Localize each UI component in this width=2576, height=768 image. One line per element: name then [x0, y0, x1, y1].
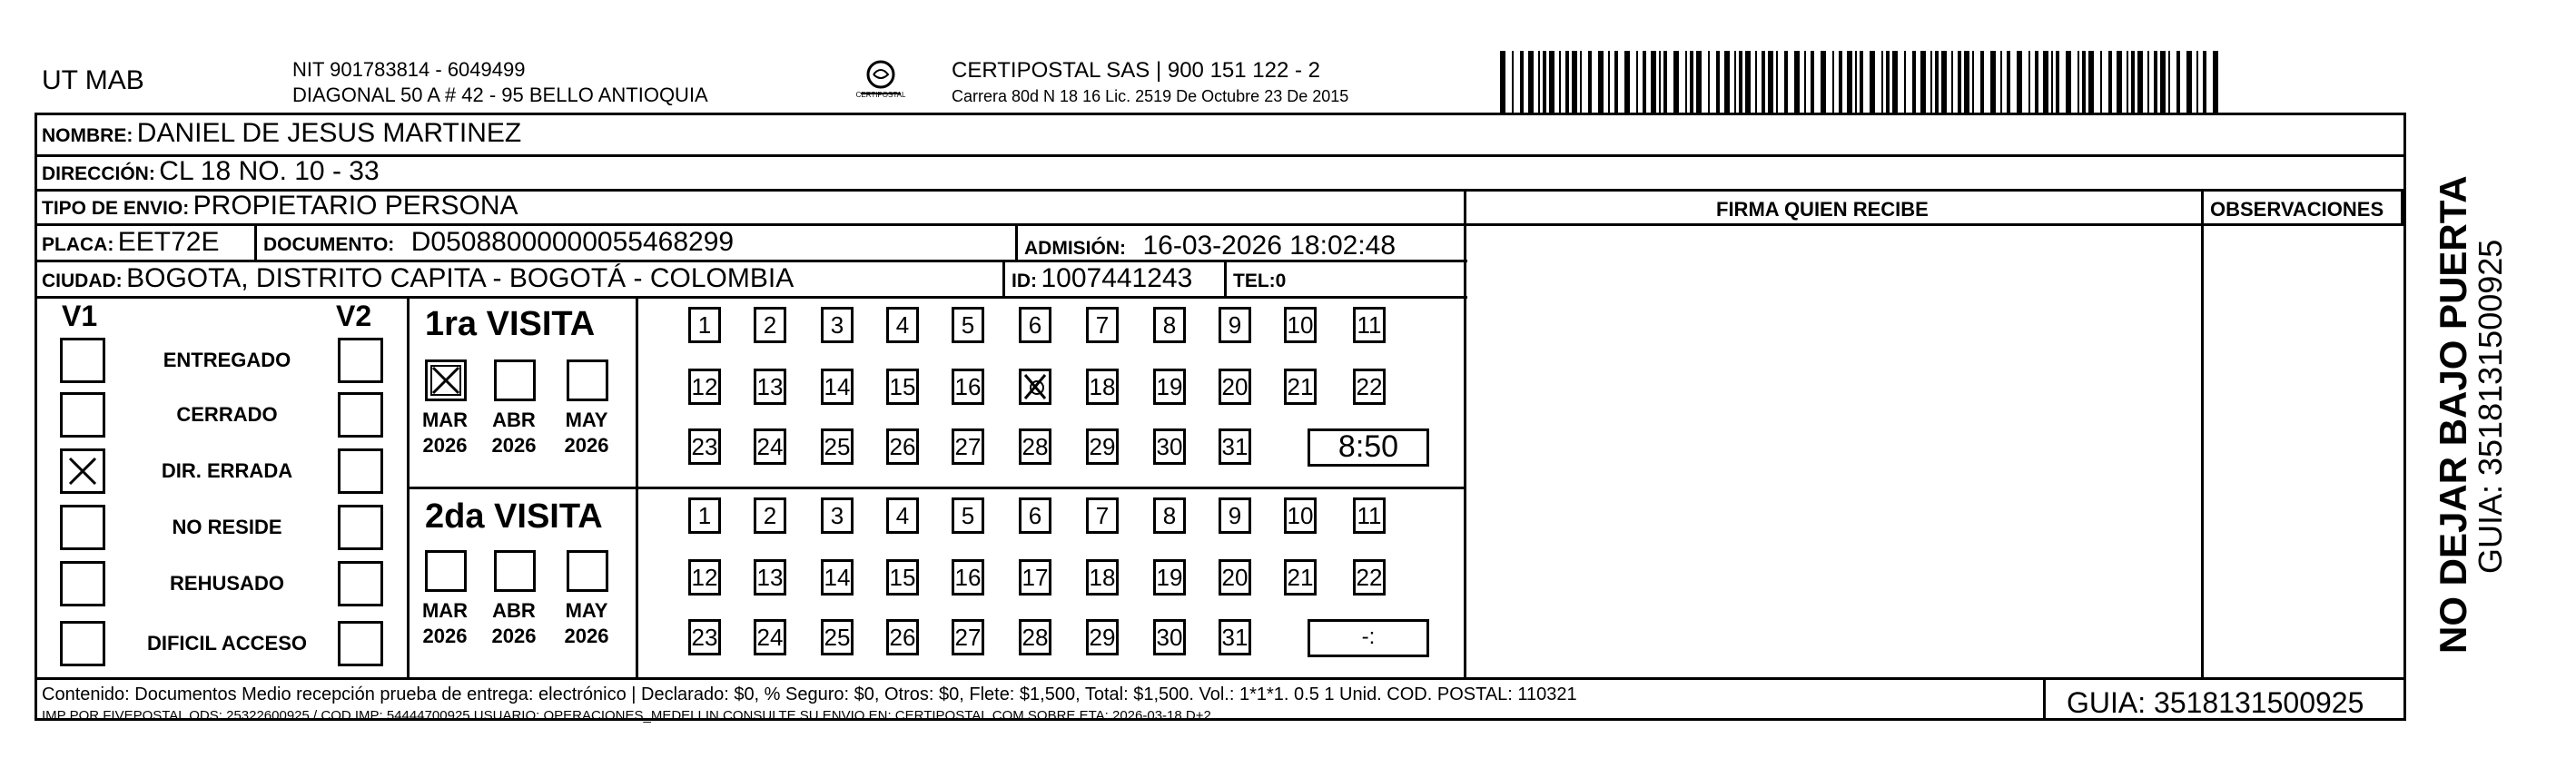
status-label: NO RESIDE: [172, 516, 282, 538]
check-mark-icon: [63, 451, 103, 491]
tel-row: [1233, 271, 1286, 292]
month-label: MAY: [565, 599, 608, 622]
tel-value: 0: [1275, 271, 1287, 291]
day-box[interactable]: 11: [1353, 307, 1386, 343]
day-box[interactable]: 18: [1086, 559, 1119, 596]
v1-checkbox[interactable]: [60, 505, 105, 550]
placa-row: [42, 227, 220, 258]
v1-checkbox[interactable]: [60, 561, 105, 606]
day-box[interactable]: 31: [1219, 428, 1251, 465]
v1-checkbox[interactable]: [60, 338, 105, 383]
day-box[interactable]: 16: [952, 369, 984, 405]
tipo-row: [42, 191, 518, 222]
month-checkbox[interactable]: [425, 359, 467, 401]
v2-checkbox[interactable]: [338, 561, 383, 606]
company-address: DIAGONAL 50 A # 42 - 95 BELLO ANTIOQUIA: [292, 84, 708, 106]
day-box[interactable]: 12: [688, 369, 721, 405]
tipo-value: PROPIETARIO PERSONA: [192, 191, 518, 221]
day-box[interactable]: 25: [821, 428, 854, 465]
year-label: 2026: [564, 625, 609, 647]
day-box[interactable]: 27: [952, 428, 984, 465]
day-box[interactable]: 2: [754, 307, 786, 343]
day-box[interactable]: 10: [1284, 307, 1317, 343]
day-box[interactable]: 2: [754, 497, 786, 534]
day-box[interactable]: 13: [754, 369, 786, 405]
day-box[interactable]: 1: [688, 307, 721, 343]
day-box[interactable]: [1019, 369, 1051, 405]
day-box[interactable]: 19: [1153, 369, 1186, 405]
courier-logo: [854, 56, 908, 107]
nombre-row: [42, 118, 521, 149]
id-label: ID:: [1012, 271, 1037, 291]
year-label: 2026: [422, 434, 468, 457]
documento-label: DOCUMENTO:: [263, 234, 395, 255]
day-box[interactable]: 11: [1353, 497, 1386, 534]
month-label: MAY: [565, 409, 608, 431]
courier-address: Carrera 80d N 18 16 Lic. 2519 De Octubre 23 De 2015: [952, 87, 1349, 105]
status-label: CERRADO: [176, 403, 278, 426]
month-checkbox[interactable]: [494, 359, 536, 401]
month-checkbox[interactable]: [567, 359, 608, 401]
visit1-title: 1ra VISITA: [425, 305, 596, 343]
day-box[interactable]: 16: [952, 559, 984, 596]
day-box[interactable]: 20: [1219, 369, 1251, 405]
day-box[interactable]: 22: [1353, 559, 1386, 596]
day-box[interactable]: 8: [1153, 497, 1186, 534]
v1-header: V1: [62, 300, 98, 332]
day-box[interactable]: 5: [952, 497, 984, 534]
day-box[interactable]: 8: [1153, 307, 1186, 343]
courier-logo-text: CERTIPOSTAL: [855, 91, 906, 99]
time-box[interactable]: -:: [1308, 619, 1429, 657]
v2-header: V2: [336, 300, 372, 332]
admision-value: 16-03-2026 18:02:48: [1142, 231, 1397, 261]
day-box[interactable]: 6: [1019, 307, 1051, 343]
day-box[interactable]: 28: [1019, 428, 1051, 465]
documento-value: D05088000000055468299: [410, 227, 735, 257]
day-box[interactable]: 9: [1219, 307, 1251, 343]
day-box[interactable]: 9: [1219, 497, 1251, 534]
v2-checkbox[interactable]: [338, 448, 383, 494]
day-box[interactable]: 14: [821, 559, 854, 596]
day-box[interactable]: 27: [952, 619, 984, 655]
day-box[interactable]: 3: [821, 307, 854, 343]
v1-checkbox[interactable]: [60, 448, 105, 494]
v2-checkbox[interactable]: [338, 621, 383, 666]
year-label: 2026: [491, 625, 537, 647]
day-box[interactable]: 7: [1086, 497, 1119, 534]
admision-row: [1024, 231, 1396, 261]
barcode: [1500, 51, 2226, 114]
day-box[interactable]: 5: [952, 307, 984, 343]
visit2-title: 2da VISITA: [425, 497, 603, 536]
month-label: MAR: [421, 409, 469, 431]
tipo-label: TIPO DE ENVIO:: [42, 198, 190, 219]
day-box[interactable]: 28: [1019, 619, 1051, 655]
month-label: ABR: [492, 599, 536, 622]
year-label: 2026: [491, 434, 537, 457]
check-mark-icon: [1022, 371, 1049, 402]
company-name: UT MAB: [42, 65, 144, 95]
day-box[interactable]: 13: [754, 559, 786, 596]
day-box[interactable]: 31: [1219, 619, 1251, 655]
day-box[interactable]: 1: [688, 497, 721, 534]
check-mark-icon: [428, 362, 464, 399]
v1-checkbox[interactable]: [60, 392, 105, 438]
tel-label: TEL:: [1233, 271, 1276, 291]
v1-checkbox[interactable]: [60, 621, 105, 666]
day-box[interactable]: 30: [1153, 619, 1186, 655]
v2-checkbox[interactable]: [338, 505, 383, 550]
day-box[interactable]: 19: [1153, 559, 1186, 596]
v2-checkbox[interactable]: [338, 392, 383, 438]
placa-value: EET72E: [117, 227, 220, 257]
status-label: DIFICIL ACCESO: [146, 632, 307, 655]
day-box[interactable]: 26: [886, 428, 919, 465]
ciudad-value: BOGOTA, DISTRITO CAPITA - BOGOTÁ - COLOMBIA: [126, 263, 795, 293]
time-box[interactable]: 8:50: [1308, 428, 1429, 467]
day-box[interactable]: 12: [688, 559, 721, 596]
ciudad-label: CIUDAD:: [42, 271, 123, 291]
month-checkbox[interactable]: [494, 550, 536, 592]
footer-guia: GUIA: 3518131500925: [2067, 686, 2364, 719]
courier-logo-icon: [854, 56, 908, 107]
year-label: 2026: [564, 434, 609, 457]
day-box[interactable]: 20: [1219, 559, 1251, 596]
day-box[interactable]: 18: [1086, 369, 1119, 405]
nombre-value: DANIEL DE JESUS MARTINEZ: [136, 118, 522, 148]
footer-line1: Contenido: Documentos Medio recepción prueba de entrega: electrónico | Declarado: $0, % Seguro: $0, Otros: $0, Flete: $1,500, Total: $1,500. Vol.: 1*1*1. 0.5 1 Unid. COD. POSTAL: 110321: [42, 684, 1577, 704]
footer-line2: IMP POR FIVEPOSTAL ODS: 25322600925 / COD.IMP: 54444700925 USUARIO: OPERACIONES_MEDELLIN CONSULTE SU ENVIO EN: CERTIPOSTAL.COM SOBRE ETA: 2026-03-18 D+2: [42, 708, 1211, 724]
day-box[interactable]: 25: [821, 619, 854, 655]
day-box[interactable]: 29: [1086, 619, 1119, 655]
day-box[interactable]: 17: [1019, 559, 1051, 596]
day-box[interactable]: 30: [1153, 428, 1186, 465]
month-label: MAR: [421, 599, 469, 622]
day-box[interactable]: 22: [1353, 369, 1386, 405]
status-label: DIR. ERRADA: [161, 459, 293, 482]
day-box[interactable]: 14: [821, 369, 854, 405]
direccion-row: [42, 156, 380, 187]
side-guia: GUIA: 3518131500925: [2472, 239, 2509, 574]
day-box[interactable]: 3: [821, 497, 854, 534]
day-box[interactable]: 23: [688, 619, 721, 655]
day-box[interactable]: 7: [1086, 307, 1119, 343]
placa-label: PLACA:: [42, 234, 114, 255]
direccion-value: CL 18 NO. 10 - 33: [159, 156, 380, 186]
year-label: 2026: [422, 625, 468, 647]
status-label: REHUSADO: [170, 572, 284, 595]
status-label: ENTREGADO: [163, 349, 291, 371]
day-box[interactable]: 10: [1284, 497, 1317, 534]
day-box[interactable]: 23: [688, 428, 721, 465]
day-box[interactable]: 24: [754, 428, 786, 465]
firma-header: FIRMA QUIEN RECIBE: [1716, 198, 1929, 221]
day-box[interactable]: 24: [754, 619, 786, 655]
documento-row: [263, 227, 734, 258]
ciudad-row: [42, 263, 794, 294]
v2-checkbox[interactable]: [338, 338, 383, 383]
direccion-label: DIRECCIÓN:: [42, 163, 155, 184]
day-box[interactable]: 15: [886, 369, 919, 405]
id-value: 1007441243: [1041, 263, 1193, 293]
month-checkbox[interactable]: [425, 550, 467, 592]
id-row: [1012, 263, 1192, 294]
day-box[interactable]: 26: [886, 619, 919, 655]
company-nit: NIT 901783814 - 6049499: [292, 58, 526, 81]
day-box[interactable]: 21: [1284, 369, 1317, 405]
month-label: ABR: [492, 409, 536, 431]
day-box[interactable]: 21: [1284, 559, 1317, 596]
nombre-label: NOMBRE:: [42, 125, 133, 146]
admision-label: ADMISIÓN:: [1024, 238, 1126, 259]
observaciones-header: OBSERVACIONES: [2210, 198, 2384, 221]
day-box[interactable]: 6: [1019, 497, 1051, 534]
day-box[interactable]: 4: [886, 497, 919, 534]
day-box[interactable]: 4: [886, 307, 919, 343]
day-box[interactable]: 15: [886, 559, 919, 596]
side-warning: NO DEJAR BAJO PUERTA: [2432, 175, 2474, 654]
month-checkbox[interactable]: [567, 550, 608, 592]
courier-name: CERTIPOSTAL SAS | 900 151 122 - 2: [952, 58, 1320, 83]
day-box[interactable]: 29: [1086, 428, 1119, 465]
